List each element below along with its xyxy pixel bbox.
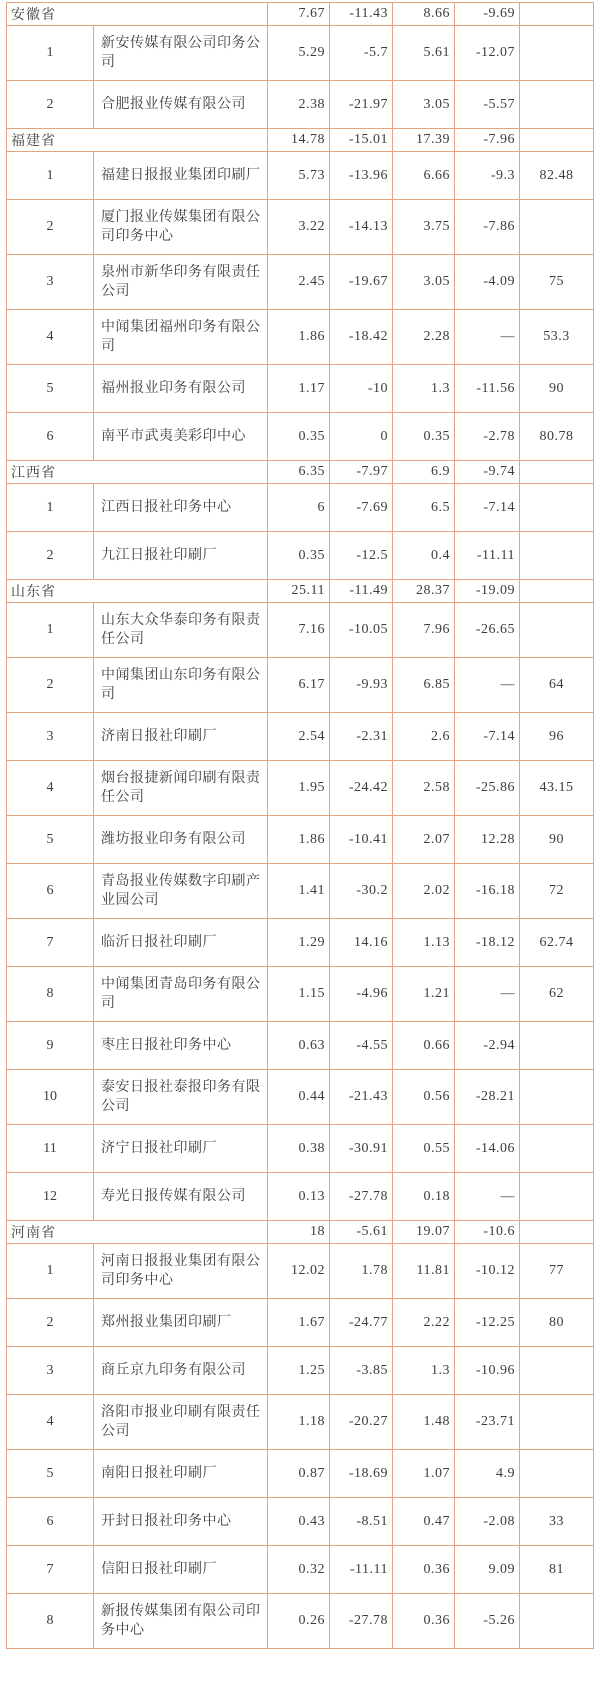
value-cell: 0.32	[268, 1546, 330, 1594]
company-name-cell: 中闻集团青岛印务有限公司	[94, 967, 268, 1022]
province-total-cell: -5.61	[330, 1221, 393, 1244]
value-cell: 0.35	[268, 532, 330, 580]
value-cell: —	[455, 658, 520, 713]
value-cell: -7.86	[455, 200, 520, 255]
value-cell: 2.28	[393, 310, 455, 365]
province-company-data-table	[6, 2, 594, 1649]
rank-cell: 6	[7, 413, 94, 461]
value-cell: -21.97	[330, 81, 393, 129]
value-cell: 0.36	[393, 1594, 455, 1649]
value-cell: -12.07	[455, 26, 520, 81]
company-name-cell: 九江日报社印刷厂	[94, 532, 268, 580]
company-name-cell: 枣庄日报社印务中心	[94, 1022, 268, 1070]
province-total-cell: 19.07	[393, 1221, 455, 1244]
province-row	[7, 461, 594, 484]
company-name-cell: 潍坊报业印务有限公司	[94, 816, 268, 864]
province-total-cell: 14.78	[268, 129, 330, 152]
value-cell: 0.56	[393, 1070, 455, 1125]
value-cell: —	[455, 1173, 520, 1221]
company-name-cell: 新报传媒集团有限公司印务中心	[94, 1594, 268, 1649]
rank-cell: 3	[7, 1347, 94, 1395]
company-row	[7, 1299, 594, 1347]
value-cell: 1.41	[268, 864, 330, 919]
value-cell: 6.66	[393, 152, 455, 200]
company-row	[7, 761, 594, 816]
rank-cell: 5	[7, 1450, 94, 1498]
value-cell: -9.3	[455, 152, 520, 200]
value-cell: 2.07	[393, 816, 455, 864]
rank-cell: 1	[7, 26, 94, 81]
value-cell: -7.14	[455, 713, 520, 761]
company-row	[7, 365, 594, 413]
value-cell: 2.45	[268, 255, 330, 310]
province-total-cell: 6.9	[393, 461, 455, 484]
value-cell: -18.12	[455, 919, 520, 967]
value-cell: -11.56	[455, 365, 520, 413]
rank-cell: 1	[7, 152, 94, 200]
province-total-cell: 7.67	[268, 3, 330, 26]
company-name-cell: 中闻集团福州印务有限公司	[94, 310, 268, 365]
value-last-cell: 33	[520, 1498, 594, 1546]
company-row	[7, 26, 594, 81]
value-cell: -4.96	[330, 967, 393, 1022]
value-cell: -27.78	[330, 1173, 393, 1221]
value-last-cell	[520, 532, 594, 580]
value-cell: 1.67	[268, 1299, 330, 1347]
value-cell: -2.94	[455, 1022, 520, 1070]
value-cell: 1.17	[268, 365, 330, 413]
value-cell: -14.06	[455, 1125, 520, 1173]
value-cell: 0.13	[268, 1173, 330, 1221]
value-cell: -30.91	[330, 1125, 393, 1173]
value-cell: 12.02	[268, 1244, 330, 1299]
company-name-cell: 信阳日报社印刷厂	[94, 1546, 268, 1594]
company-name-cell: 福州报业印务有限公司	[94, 365, 268, 413]
value-cell: 0.44	[268, 1070, 330, 1125]
value-cell: 1.95	[268, 761, 330, 816]
rank-cell: 5	[7, 365, 94, 413]
value-cell: 3.05	[393, 255, 455, 310]
company-name-cell: 厦门报业传媒集团有限公司印务中心	[94, 200, 268, 255]
company-row	[7, 1173, 594, 1221]
value-last-cell: 90	[520, 365, 594, 413]
value-cell: 1.86	[268, 816, 330, 864]
value-cell: 0.35	[268, 413, 330, 461]
value-last-cell	[520, 1022, 594, 1070]
province-total-last-cell	[520, 3, 594, 26]
table-body	[7, 3, 594, 1649]
rank-cell: 10	[7, 1070, 94, 1125]
value-last-cell: 62.74	[520, 919, 594, 967]
company-name-cell: 济南日报社印刷厂	[94, 713, 268, 761]
company-row	[7, 967, 594, 1022]
value-cell: -5.57	[455, 81, 520, 129]
value-last-cell	[520, 1594, 594, 1649]
value-cell: -4.09	[455, 255, 520, 310]
value-cell: 0.35	[393, 413, 455, 461]
value-last-cell: 75	[520, 255, 594, 310]
company-name-cell: 中闻集团山东印务有限公司	[94, 658, 268, 713]
province-total-cell: -11.43	[330, 3, 393, 26]
value-cell: 0.36	[393, 1546, 455, 1594]
company-name-cell: 南阳日报社印刷厂	[94, 1450, 268, 1498]
value-cell: -28.21	[455, 1070, 520, 1125]
company-name-cell: 泉州市新华印务有限责任公司	[94, 255, 268, 310]
province-name: 山东省	[7, 580, 268, 603]
rank-cell: 1	[7, 603, 94, 658]
value-last-cell: 80.78	[520, 413, 594, 461]
value-cell: 0.4	[393, 532, 455, 580]
value-last-cell: 82.48	[520, 152, 594, 200]
value-cell: -23.71	[455, 1395, 520, 1450]
province-row	[7, 3, 594, 26]
value-cell: -11.11	[330, 1546, 393, 1594]
rank-cell: 5	[7, 816, 94, 864]
value-cell: -18.69	[330, 1450, 393, 1498]
value-cell: -10.12	[455, 1244, 520, 1299]
company-name-cell: 洛阳市报业印刷有限责任公司	[94, 1395, 268, 1450]
province-name: 福建省	[7, 129, 268, 152]
value-cell: -24.42	[330, 761, 393, 816]
rank-cell: 1	[7, 1244, 94, 1299]
value-cell: 2.6	[393, 713, 455, 761]
rank-cell: 1	[7, 484, 94, 532]
rank-cell: 3	[7, 255, 94, 310]
value-cell: -12.5	[330, 532, 393, 580]
value-last-cell	[520, 603, 594, 658]
value-cell: 6.17	[268, 658, 330, 713]
value-last-cell: 77	[520, 1244, 594, 1299]
rank-cell: 3	[7, 713, 94, 761]
company-name-cell: 江西日报社印务中心	[94, 484, 268, 532]
company-name-cell: 南平市武夷美彩印中心	[94, 413, 268, 461]
value-cell: 14.16	[330, 919, 393, 967]
value-cell: -14.13	[330, 200, 393, 255]
province-total-cell: -10.6	[455, 1221, 520, 1244]
value-cell: 1.21	[393, 967, 455, 1022]
rank-cell: 4	[7, 1395, 94, 1450]
rank-cell: 7	[7, 919, 94, 967]
rank-cell: 6	[7, 864, 94, 919]
company-name-cell: 河南日报报业集团有限公司印务中心	[94, 1244, 268, 1299]
value-cell: 3.05	[393, 81, 455, 129]
value-cell: 3.22	[268, 200, 330, 255]
value-cell: 9.09	[455, 1546, 520, 1594]
value-cell: 5.29	[268, 26, 330, 81]
company-name-cell: 寿光日报传媒有限公司	[94, 1173, 268, 1221]
province-name: 河南省	[7, 1221, 268, 1244]
rank-cell: 2	[7, 200, 94, 255]
value-cell: -3.85	[330, 1347, 393, 1395]
company-row	[7, 81, 594, 129]
value-cell: 0.66	[393, 1022, 455, 1070]
company-name-cell: 商丘京九印务有限公司	[94, 1347, 268, 1395]
company-row	[7, 919, 594, 967]
company-row	[7, 1347, 594, 1395]
province-total-cell: 8.66	[393, 3, 455, 26]
value-last-cell: 62	[520, 967, 594, 1022]
value-cell: -7.14	[455, 484, 520, 532]
value-cell: -2.78	[455, 413, 520, 461]
value-cell: -10.96	[455, 1347, 520, 1395]
province-name: 安徽省	[7, 3, 268, 26]
value-cell: 7.16	[268, 603, 330, 658]
value-cell: -10	[330, 365, 393, 413]
rank-cell: 12	[7, 1173, 94, 1221]
value-last-cell: 96	[520, 713, 594, 761]
rank-cell: 6	[7, 1498, 94, 1546]
value-cell: 2.38	[268, 81, 330, 129]
value-cell: 7.96	[393, 603, 455, 658]
value-last-cell	[520, 26, 594, 81]
value-cell: -9.93	[330, 658, 393, 713]
rank-cell: 2	[7, 81, 94, 129]
province-total-cell: -9.69	[455, 3, 520, 26]
value-cell: 0.63	[268, 1022, 330, 1070]
province-total-cell: -15.01	[330, 129, 393, 152]
company-row	[7, 255, 594, 310]
value-cell: 1.29	[268, 919, 330, 967]
value-cell: 6.85	[393, 658, 455, 713]
value-cell: -25.86	[455, 761, 520, 816]
rank-cell: 9	[7, 1022, 94, 1070]
company-row	[7, 603, 594, 658]
province-row	[7, 580, 594, 603]
value-cell: 1.15	[268, 967, 330, 1022]
rank-cell: 4	[7, 310, 94, 365]
value-cell: 2.22	[393, 1299, 455, 1347]
value-cell: 12.28	[455, 816, 520, 864]
value-cell: -5.26	[455, 1594, 520, 1649]
province-row	[7, 129, 594, 152]
rank-cell: 8	[7, 967, 94, 1022]
value-cell: -18.42	[330, 310, 393, 365]
value-cell: 0.55	[393, 1125, 455, 1173]
company-name-cell: 泰安日报社泰报印务有限公司	[94, 1070, 268, 1125]
company-row	[7, 658, 594, 713]
rank-cell: 2	[7, 1299, 94, 1347]
value-cell: 0	[330, 413, 393, 461]
company-row	[7, 1070, 594, 1125]
value-cell: 6.5	[393, 484, 455, 532]
value-cell: 1.3	[393, 365, 455, 413]
value-cell: -4.55	[330, 1022, 393, 1070]
value-cell: 1.78	[330, 1244, 393, 1299]
value-cell: -19.67	[330, 255, 393, 310]
value-last-cell	[520, 1070, 594, 1125]
province-total-cell: -7.97	[330, 461, 393, 484]
rank-cell: 2	[7, 658, 94, 713]
value-cell: -24.77	[330, 1299, 393, 1347]
company-name-cell: 烟台报捷新闻印刷有限责任公司	[94, 761, 268, 816]
value-last-cell	[520, 200, 594, 255]
province-total-cell: -11.49	[330, 580, 393, 603]
province-total-last-cell	[520, 461, 594, 484]
value-cell: 0.26	[268, 1594, 330, 1649]
value-last-cell	[520, 1347, 594, 1395]
value-last-cell: 80	[520, 1299, 594, 1347]
value-cell: 3.75	[393, 200, 455, 255]
value-cell: 0.38	[268, 1125, 330, 1173]
value-cell: 0.18	[393, 1173, 455, 1221]
value-cell: 1.3	[393, 1347, 455, 1395]
province-total-cell: -7.96	[455, 129, 520, 152]
province-total-last-cell	[520, 129, 594, 152]
value-cell: 11.81	[393, 1244, 455, 1299]
value-last-cell	[520, 1173, 594, 1221]
province-total-cell: 28.37	[393, 580, 455, 603]
province-total-last-cell	[520, 1221, 594, 1244]
value-last-cell	[520, 1125, 594, 1173]
value-cell: 2.54	[268, 713, 330, 761]
company-name-cell: 郑州报业集团印刷厂	[94, 1299, 268, 1347]
value-cell: —	[455, 967, 520, 1022]
value-last-cell: 90	[520, 816, 594, 864]
province-row	[7, 1221, 594, 1244]
value-cell: 0.47	[393, 1498, 455, 1546]
province-total-cell: 25.11	[268, 580, 330, 603]
province-total-cell: -9.74	[455, 461, 520, 484]
value-cell: 5.61	[393, 26, 455, 81]
company-row	[7, 864, 594, 919]
province-total-last-cell	[520, 580, 594, 603]
rank-cell: 7	[7, 1546, 94, 1594]
province-total-cell: 6.35	[268, 461, 330, 484]
value-last-cell	[520, 1450, 594, 1498]
value-cell: 1.25	[268, 1347, 330, 1395]
value-cell: 2.58	[393, 761, 455, 816]
value-cell: 1.18	[268, 1395, 330, 1450]
value-last-cell	[520, 81, 594, 129]
company-row	[7, 816, 594, 864]
company-row	[7, 1498, 594, 1546]
value-cell: —	[455, 310, 520, 365]
value-cell: -2.31	[330, 713, 393, 761]
value-cell: -13.96	[330, 152, 393, 200]
value-cell: -20.27	[330, 1395, 393, 1450]
value-cell: -8.51	[330, 1498, 393, 1546]
value-last-cell: 81	[520, 1546, 594, 1594]
value-cell: -30.2	[330, 864, 393, 919]
value-cell: 2.02	[393, 864, 455, 919]
company-row	[7, 200, 594, 255]
value-last-cell: 72	[520, 864, 594, 919]
rank-cell: 11	[7, 1125, 94, 1173]
value-cell: 1.13	[393, 919, 455, 967]
value-cell: -21.43	[330, 1070, 393, 1125]
value-cell: -7.69	[330, 484, 393, 532]
value-cell: -16.18	[455, 864, 520, 919]
company-row	[7, 1450, 594, 1498]
company-row	[7, 413, 594, 461]
value-cell: 1.86	[268, 310, 330, 365]
province-total-cell: -19.09	[455, 580, 520, 603]
value-cell: 6	[268, 484, 330, 532]
company-row	[7, 713, 594, 761]
company-name-cell: 济宁日报社印刷厂	[94, 1125, 268, 1173]
value-cell: -5.7	[330, 26, 393, 81]
value-cell: 4.9	[455, 1450, 520, 1498]
company-name-cell: 青岛报业传媒数字印刷产业园公司	[94, 864, 268, 919]
company-name-cell: 新安传媒有限公司印务公司	[94, 26, 268, 81]
company-row	[7, 310, 594, 365]
province-total-cell: 18	[268, 1221, 330, 1244]
value-cell: 5.73	[268, 152, 330, 200]
value-cell: -2.08	[455, 1498, 520, 1546]
company-row	[7, 1022, 594, 1070]
value-last-cell: 64	[520, 658, 594, 713]
company-row	[7, 1244, 594, 1299]
value-cell: 0.43	[268, 1498, 330, 1546]
company-name-cell: 开封日报社印务中心	[94, 1498, 268, 1546]
value-cell: 0.87	[268, 1450, 330, 1498]
rank-cell: 2	[7, 532, 94, 580]
value-last-cell	[520, 484, 594, 532]
company-row	[7, 1594, 594, 1649]
company-row	[7, 1125, 594, 1173]
value-cell: -10.05	[330, 603, 393, 658]
company-row	[7, 532, 594, 580]
company-name-cell: 临沂日报社印刷厂	[94, 919, 268, 967]
company-name-cell: 山东大众华泰印务有限责任公司	[94, 603, 268, 658]
value-cell: -26.65	[455, 603, 520, 658]
company-row	[7, 152, 594, 200]
value-cell: -12.25	[455, 1299, 520, 1347]
rank-cell: 8	[7, 1594, 94, 1649]
company-row	[7, 1546, 594, 1594]
value-cell: 1.48	[393, 1395, 455, 1450]
value-last-cell: 43.15	[520, 761, 594, 816]
company-name-cell: 合肥报业传媒有限公司	[94, 81, 268, 129]
company-row	[7, 484, 594, 532]
value-cell: 1.07	[393, 1450, 455, 1498]
value-last-cell	[520, 1395, 594, 1450]
company-row	[7, 1395, 594, 1450]
value-cell: -10.41	[330, 816, 393, 864]
province-total-cell: 17.39	[393, 129, 455, 152]
value-cell: -27.78	[330, 1594, 393, 1649]
province-name: 江西省	[7, 461, 268, 484]
rank-cell: 4	[7, 761, 94, 816]
value-cell: -11.11	[455, 532, 520, 580]
value-last-cell: 53.3	[520, 310, 594, 365]
company-name-cell: 福建日报报业集团印刷厂	[94, 152, 268, 200]
